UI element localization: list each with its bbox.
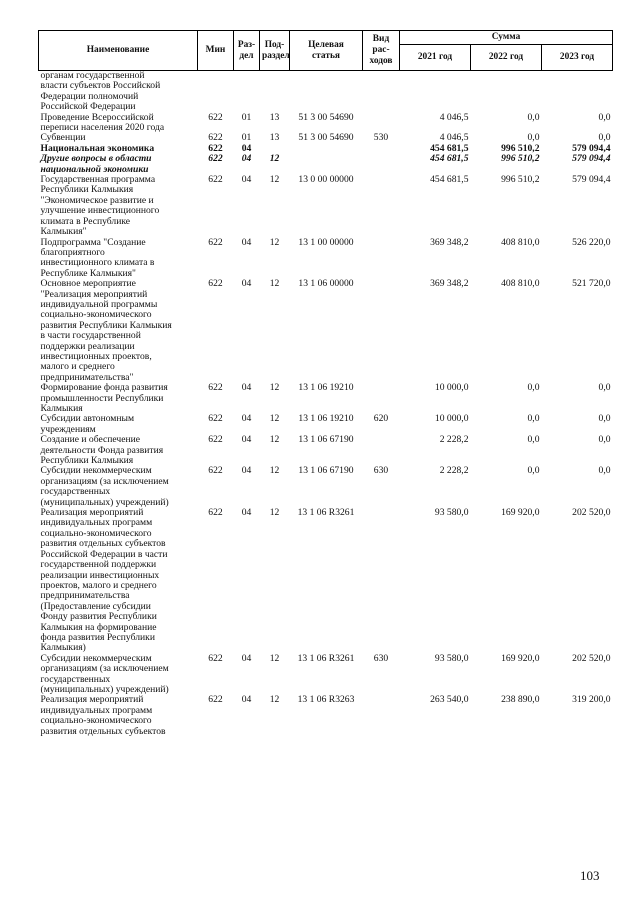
row-razdel: 04	[241, 652, 252, 664]
row-razdel: 04	[241, 236, 252, 248]
row-sum-2021: 454 681,5	[430, 142, 469, 154]
table-row	[39, 695, 613, 737]
row-sum-2023: 579 094,4	[572, 142, 611, 154]
row-min: 622	[208, 694, 223, 706]
row-sum-2022: 0,0	[527, 465, 540, 477]
row-celevaya-statya: 51 3 00 54690	[298, 132, 354, 144]
header-min: Мин	[198, 31, 234, 71]
table-row	[39, 113, 613, 134]
row-sum-2023: 526 220,0	[572, 236, 611, 248]
table-row	[39, 71, 613, 113]
row-celevaya-statya	[290, 71, 363, 113]
row-vid-rashodov	[363, 238, 400, 280]
row-sum-2023: 521 720,0	[572, 278, 611, 290]
table-row	[39, 435, 613, 466]
row-vid-rashodov: 620	[373, 413, 389, 425]
row-vid-rashodov	[363, 508, 400, 654]
row-razdel: 04	[241, 694, 252, 706]
row-name: Проведение Всероссийской переписи населения 2020 года	[40, 111, 165, 134]
row-sum-2022: 996 510,2	[501, 153, 540, 165]
row-name: Подпрограмма "Создание благоприятного инвестиционного климата в Республике Калмыкия"	[40, 236, 155, 279]
header-2022: 2022 год	[471, 45, 542, 71]
row-celevaya-statya: 13 1 06 67190	[298, 434, 354, 446]
row-name: Субсидии некоммерческим организациям (за исключением государственных (муниципальных) учреждений)	[40, 652, 169, 695]
row-name: Субсидии автономным учреждениям	[40, 413, 135, 435]
row-sum-2023: 202 520,0	[572, 652, 611, 664]
row-sum-2021: 454 681,5	[430, 174, 469, 186]
budget-table	[38, 30, 613, 737]
row-celevaya-statya: 13 0 00 00000	[298, 174, 354, 186]
row-podrazdel: 12	[269, 278, 280, 290]
row-sum-2021: 2 228,2	[439, 434, 469, 446]
row-sum-2021: 2 228,2	[439, 465, 469, 477]
row-celevaya-statya: 13 1 06 67190	[298, 465, 354, 477]
row-sum-2023: 319 200,0	[572, 694, 611, 706]
row-podrazdel: 12	[269, 434, 280, 446]
row-sum-2023: 579 094,4	[572, 174, 611, 186]
row-podrazdel: 12	[269, 465, 280, 477]
row-sum-2023: 0,0	[598, 132, 611, 144]
header-2021: 2021 год	[400, 45, 471, 71]
row-razdel: 04	[241, 278, 252, 290]
row-vid-rashodov	[363, 154, 400, 175]
table-row	[39, 654, 613, 696]
row-celevaya-statya	[290, 144, 363, 154]
row-min: 622	[208, 652, 223, 664]
row-sum-2022: 169 920,0	[501, 652, 540, 664]
row-sum-2021: 369 348,2	[430, 278, 469, 290]
row-vid-rashodov: 530	[373, 132, 389, 144]
row-celevaya-statya: 13 1 06 19210	[298, 413, 354, 425]
row-celevaya-statya: 13 1 06 00000	[298, 278, 354, 290]
row-razdel: 04	[241, 382, 252, 394]
row-razdel: 04	[241, 174, 252, 186]
row-sum-2022: 0,0	[527, 382, 540, 394]
row-celevaya-statya: 51 3 00 54690	[298, 111, 354, 123]
header-summa: Сумма	[400, 31, 613, 45]
row-vid-rashodov	[363, 71, 400, 113]
row-vid-rashodov	[363, 144, 400, 154]
row-podrazdel: 12	[269, 174, 280, 186]
row-min: 622	[208, 278, 223, 290]
row-sum-2022: 408 810,0	[501, 236, 540, 248]
row-podrazdel: 12	[269, 694, 280, 706]
row-vid-rashodov	[363, 695, 400, 737]
row-celevaya-statya: 13 1 06 R3261	[297, 507, 355, 519]
row-min: 622	[208, 465, 223, 477]
row-sum-2022: 996 510,2	[501, 174, 540, 186]
row-sum-2022	[471, 71, 542, 113]
row-sum-2021: 93 580,0	[434, 652, 469, 664]
row-razdel: 04	[241, 507, 252, 519]
table-header	[39, 31, 613, 71]
table-row	[39, 238, 613, 280]
row-vid-rashodov	[363, 175, 400, 237]
row-podrazdel: 12	[269, 236, 280, 248]
row-razdel	[234, 71, 260, 113]
table-row	[39, 414, 613, 435]
row-sum-2022: 169 920,0	[501, 507, 540, 519]
row-sum-2023: 0,0	[598, 382, 611, 394]
row-sum-2023: 579 094,4	[572, 153, 611, 165]
row-podrazdel: 13	[269, 132, 280, 144]
row-vid-rashodov	[363, 435, 400, 466]
row-name: Формирование фонда развития промышленности Республики Калмыкия	[40, 382, 168, 414]
row-podrazdel: 12	[269, 652, 280, 664]
row-sum-2023: 0,0	[598, 413, 611, 425]
header-celevaya: Целевая статья	[290, 31, 363, 71]
row-min: 622	[208, 174, 223, 186]
page-number: 103	[580, 868, 600, 883]
row-celevaya-statya	[290, 154, 363, 175]
row-sum-2023	[542, 71, 613, 113]
row-sum-2023: 0,0	[598, 465, 611, 477]
header-razdel: Раз- дел	[234, 31, 260, 71]
row-sum-2022: 408 810,0	[501, 278, 540, 290]
row-sum-2021: 4 046,5	[439, 132, 469, 144]
row-celevaya-statya: 13 1 06 R3261	[297, 652, 355, 664]
row-sum-2021: 369 348,2	[430, 236, 469, 248]
header-2023: 2023 год	[542, 45, 613, 71]
header-name: Наименование	[39, 31, 198, 71]
row-razdel: 04	[241, 153, 252, 165]
row-celevaya-statya: 13 1 06 19210	[298, 382, 354, 394]
table-row	[39, 383, 613, 414]
row-name: Субсидии некоммерческим организациям (за исключением государственных (муниципальных) учреждений)	[40, 465, 169, 508]
row-min	[198, 71, 234, 113]
row-sum-2022: 0,0	[527, 434, 540, 446]
row-sum-2022: 238 890,0	[501, 694, 540, 706]
row-sum-2022: 0,0	[527, 111, 540, 123]
row-sum-2023: 0,0	[598, 434, 611, 446]
row-razdel: 04	[241, 434, 252, 446]
row-sum-2022: 0,0	[527, 413, 540, 425]
row-min: 622	[208, 413, 223, 425]
row-name: Основное мероприятие "Реализация мероприятий индивидуальной программы социально-экономического развития Республики Калмыкия в части государственной поддержки реализации инвестиционных проектов, малого и среднего предпринимательства"	[40, 278, 172, 383]
row-name: Создание и обеспечение деятельности Фонда развития Республики Калмыкия	[40, 434, 164, 467]
row-podrazdel: 12	[269, 382, 280, 394]
row-min: 622	[208, 142, 223, 154]
row-sum-2023: 202 520,0	[572, 507, 611, 519]
row-sum-2021: 10 000,0	[434, 413, 469, 425]
row-vid-rashodov	[363, 113, 400, 134]
row-sum-2023: 0,0	[598, 111, 611, 123]
row-name: органам государственной власти субъектов Российской Федерации полномочий Российской Федерации	[40, 70, 161, 113]
row-sum-2021: 454 681,5	[430, 153, 469, 165]
row-sum-2022: 996 510,2	[501, 142, 540, 154]
header-podrazdel: Под- раздел	[260, 31, 290, 71]
table-row	[39, 279, 613, 383]
table-row	[39, 154, 613, 175]
row-razdel: 04	[241, 142, 252, 154]
row-vid-rashodov: 630	[373, 652, 389, 664]
row-podrazdel: 13	[269, 111, 280, 123]
row-sum-2021	[400, 71, 471, 113]
row-min: 622	[208, 507, 223, 519]
row-min: 622	[208, 132, 223, 144]
row-razdel: 04	[241, 465, 252, 477]
row-vid-rashodov	[363, 383, 400, 414]
row-vid-rashodov	[363, 279, 400, 383]
row-min: 622	[208, 236, 223, 248]
row-min: 622	[208, 111, 223, 123]
row-name: Реализация мероприятий индивидуальных программ социально-экономического развития отдельных субъектов	[40, 694, 166, 737]
row-podrazdel	[260, 71, 290, 113]
table-row	[39, 466, 613, 508]
table-row	[39, 175, 613, 237]
row-sum-2021: 93 580,0	[434, 507, 469, 519]
row-razdel: 04	[241, 413, 252, 425]
row-sum-2021: 263 540,0	[430, 694, 469, 706]
row-sum-2022: 0,0	[527, 132, 540, 144]
row-name: Государственная программа Республики Калмыкия "Экономическое развитие и улучшение инвестиционного климата в Республике Калмыкия"	[40, 174, 160, 238]
row-min: 622	[208, 153, 223, 165]
row-razdel: 01	[241, 132, 252, 144]
row-sum-2021: 10 000,0	[434, 382, 469, 394]
row-name: Другие вопросы в области национальной экономики	[40, 153, 152, 175]
table-body	[39, 71, 613, 738]
row-name: Реализация мероприятий индивидуальных программ социально-экономического развития отдельных субъектов Российской Федерации в части государственной поддержки реализации инвестиционных проектов, малого и среднего предпринимательства (Предоставление субсидии Фонду развития Республики Калмыкия на формирование фонда развития Республики Калмыкия)	[40, 507, 168, 654]
row-name: Национальная экономика	[40, 142, 155, 154]
row-min: 622	[208, 382, 223, 394]
row-razdel: 01	[241, 111, 252, 123]
row-min: 622	[208, 434, 223, 446]
table-row	[39, 508, 613, 654]
header-vid: Вид рас- ходов	[363, 31, 400, 71]
row-podrazdel: 12	[269, 507, 280, 519]
row-vid-rashodov: 630	[373, 465, 389, 477]
row-celevaya-statya: 13 1 00 00000	[298, 236, 354, 248]
row-podrazdel: 12	[269, 413, 280, 425]
row-podrazdel: 12	[269, 153, 280, 165]
row-name: Субвенции	[40, 132, 86, 144]
row-sum-2021: 4 046,5	[439, 111, 469, 123]
row-celevaya-statya: 13 1 06 R3263	[297, 694, 355, 706]
